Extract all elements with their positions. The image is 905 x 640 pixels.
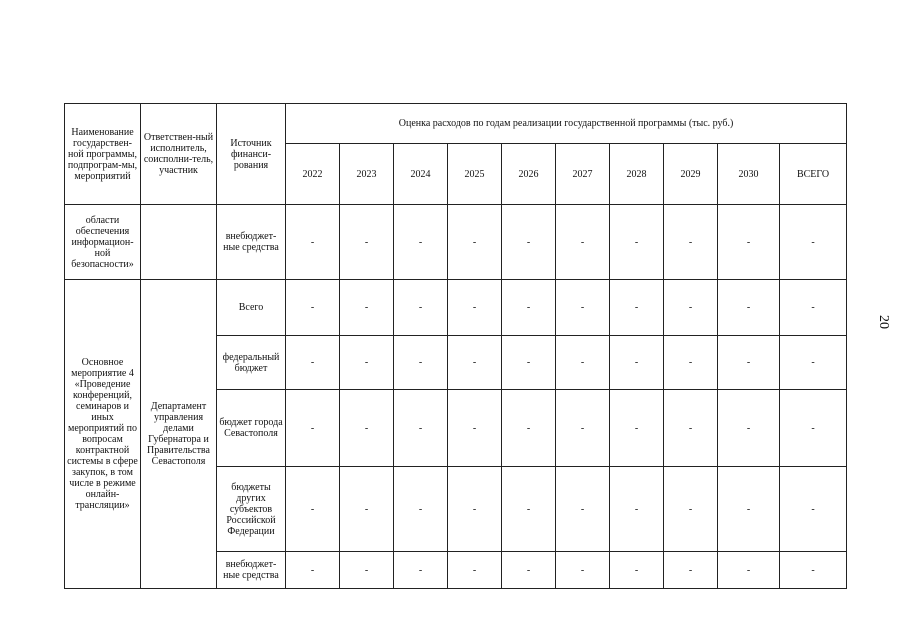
responsible-empty	[141, 205, 217, 280]
source-cell: внебюджет-ные средства	[217, 552, 286, 589]
source-cell: федеральный бюджет	[217, 336, 286, 390]
value-cell: -	[718, 205, 780, 280]
value-cell: -	[556, 467, 610, 552]
value-cell: -	[664, 205, 718, 280]
value-cell: -	[448, 467, 502, 552]
value-cell: -	[556, 552, 610, 589]
value-cell: -	[664, 467, 718, 552]
value-cell: -	[780, 390, 847, 467]
year-cell: 2030	[718, 144, 780, 205]
value-cell: -	[610, 336, 664, 390]
value-cell: -	[502, 336, 556, 390]
source-cell: внебюджет-ные средства	[217, 205, 286, 280]
header-source: Источник финанси-рования	[217, 104, 286, 205]
value-cell: -	[286, 552, 340, 589]
year-cell: 2022	[286, 144, 340, 205]
header-name: Наименование государствен-ной программы, подпрограм-мы, мероприятий	[65, 104, 141, 205]
value-cell: -	[610, 390, 664, 467]
measure-name: Основное мероприятие 4 «Проведение конференций, семинаров и иных мероприятий по вопросам контрактной системы в сфере закупок, в том числе в режиме онлайн-трансляции»	[65, 280, 141, 589]
value-cell: -	[340, 390, 394, 467]
value-cell: -	[610, 205, 664, 280]
header-row-top	[65, 104, 847, 144]
value-cell: -	[780, 336, 847, 390]
year-cell: 2025	[448, 144, 502, 205]
value-cell: -	[340, 280, 394, 336]
measure-name-cont: области обеспечения информацион-ной безопасности»	[65, 205, 141, 280]
value-cell: -	[286, 467, 340, 552]
source-cell: бюджеты других субъектов Российской Федерации	[217, 467, 286, 552]
value-cell: -	[610, 552, 664, 589]
value-cell: -	[664, 280, 718, 336]
source-cell: Всего	[217, 280, 286, 336]
page-number: 20	[876, 315, 891, 329]
year-cell: 2028	[610, 144, 664, 205]
value-cell: -	[780, 467, 847, 552]
value-cell: -	[286, 205, 340, 280]
value-cell: -	[664, 390, 718, 467]
value-cell: -	[718, 552, 780, 589]
year-cell: 2029	[664, 144, 718, 205]
value-cell: -	[448, 336, 502, 390]
value-cell: -	[448, 390, 502, 467]
year-cell: 2027	[556, 144, 610, 205]
value-cell: -	[502, 390, 556, 467]
year-cell-total: ВСЕГО	[780, 144, 847, 205]
header-responsible: Ответствен-ный исполнитель, соисполни-тель, участник	[141, 104, 217, 205]
value-cell: -	[448, 552, 502, 589]
year-cell: 2024	[394, 144, 448, 205]
value-cell: -	[556, 205, 610, 280]
value-cell: -	[502, 552, 556, 589]
value-cell: -	[394, 552, 448, 589]
value-cell: -	[286, 390, 340, 467]
value-cell: -	[286, 336, 340, 390]
value-cell: -	[286, 280, 340, 336]
value-cell: -	[448, 205, 502, 280]
year-cell: 2023	[340, 144, 394, 205]
value-cell: -	[664, 552, 718, 589]
value-cell: -	[340, 467, 394, 552]
value-cell: -	[340, 336, 394, 390]
header-estimate: Оценка расходов по годам реализации государственной программы (тыс. руб.)	[286, 104, 847, 144]
value-cell: -	[502, 205, 556, 280]
value-cell: -	[664, 336, 718, 390]
responsible-cell: Департамент управления делами Губернатора и Правительства Севастополя	[141, 280, 217, 589]
value-cell: -	[610, 280, 664, 336]
value-cell: -	[718, 280, 780, 336]
value-cell: -	[556, 390, 610, 467]
value-cell: -	[780, 552, 847, 589]
value-cell: -	[394, 467, 448, 552]
value-cell: -	[556, 336, 610, 390]
value-cell: -	[610, 467, 664, 552]
value-cell: -	[780, 280, 847, 336]
year-cell: 2026	[502, 144, 556, 205]
table-row	[65, 280, 847, 336]
value-cell: -	[718, 390, 780, 467]
table-row	[65, 205, 847, 280]
value-cell: -	[340, 552, 394, 589]
value-cell: -	[556, 280, 610, 336]
value-cell: -	[394, 336, 448, 390]
value-cell: -	[780, 205, 847, 280]
value-cell: -	[448, 280, 502, 336]
value-cell: -	[394, 280, 448, 336]
value-cell: -	[718, 467, 780, 552]
value-cell: -	[340, 205, 394, 280]
budget-table	[64, 103, 847, 589]
value-cell: -	[394, 205, 448, 280]
value-cell: -	[502, 280, 556, 336]
value-cell: -	[718, 336, 780, 390]
value-cell: -	[394, 390, 448, 467]
value-cell: -	[502, 467, 556, 552]
source-cell: бюджет города Севастополя	[217, 390, 286, 467]
